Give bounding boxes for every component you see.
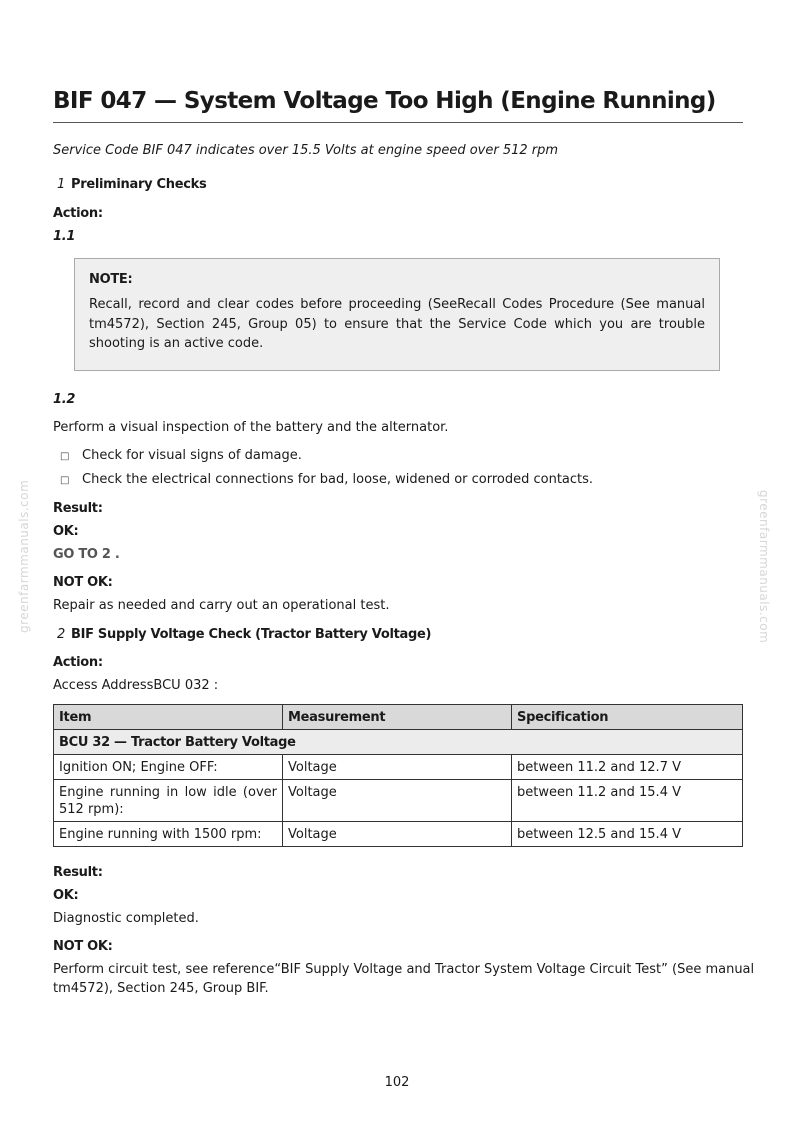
watermark-left: greenfarmmanuals.com xyxy=(17,479,31,633)
table-row xyxy=(54,755,743,780)
ok-label-2: OK: xyxy=(53,888,79,903)
goto-link[interactable]: GO TO 2 . xyxy=(53,547,120,562)
voltage-spec-table xyxy=(53,704,743,847)
table-header-specification: Specification xyxy=(512,705,743,730)
table-row xyxy=(54,780,743,822)
table-cell: Engine running in low idle (over 512 rpm): xyxy=(54,780,283,822)
table-cell: Engine running with 1500 rpm: xyxy=(54,822,283,847)
circuit-test-text-line1: Perform circuit test, see reference“BIF Supply Voltage and Tractor System Voltage Circuit Test” (See manual xyxy=(53,962,755,977)
table-cell: Voltage xyxy=(283,780,512,822)
action-label-2: Action: xyxy=(53,655,103,670)
table-header-measurement: Measurement xyxy=(283,705,512,730)
table-cell: between 11.2 and 15.4 V xyxy=(512,780,743,822)
note-text: Recall, record and clear codes before proceeding (SeeRecall Codes Procedure (See manual tm4572), Section 245, Group 05) to ensure that the Service Code which you are trouble shooting is an active code. xyxy=(89,297,705,351)
circuit-test-text-line2: tm4572), Section 245, Group BIF. xyxy=(53,981,269,996)
access-address-text: Access AddressBCU 032 : xyxy=(53,678,219,693)
check-item-text: Check the electrical connections for bad, loose, widened or corroded contacts. xyxy=(82,472,594,487)
table-row xyxy=(54,822,743,847)
table-header-item: Item xyxy=(54,705,283,730)
not-ok-label-1: NOT OK: xyxy=(53,575,113,590)
intro-text: Service Code BIF 047 indicates over 15.5 Volts at engine speed over 512 rpm xyxy=(53,143,559,158)
table-group-row xyxy=(54,730,743,755)
substep-1-2: 1.2 xyxy=(53,392,76,407)
result-label-1: Result: xyxy=(53,501,103,516)
diagnostic-completed-text: Diagnostic completed. xyxy=(53,911,199,926)
table-cell: between 12.5 and 15.4 V xyxy=(512,822,743,847)
note-box xyxy=(74,258,720,371)
check-item xyxy=(60,471,593,489)
repair-text: Repair as needed and carry out an operational test. xyxy=(53,598,390,613)
note-label: NOTE: xyxy=(89,272,133,287)
ok-label-1: OK: xyxy=(53,524,79,539)
page-number: 102 xyxy=(384,1075,410,1090)
step-2-number: 2 xyxy=(57,627,65,642)
table-cell: Ignition ON; Engine OFF: xyxy=(54,755,283,780)
table-group-label: BCU 32 — Tractor Battery Voltage xyxy=(54,730,743,755)
table-cell: Voltage xyxy=(283,822,512,847)
inspection-text: Perform a visual inspection of the battery and the alternator. xyxy=(53,420,449,435)
checkbox-icon: □ xyxy=(60,451,70,462)
page-title: BIF 047 — System Voltage Too High (Engine Running) xyxy=(53,86,743,123)
table-cell: between 11.2 and 12.7 V xyxy=(512,755,743,780)
step-1-number: 1 xyxy=(57,177,65,192)
not-ok-label-2: NOT OK: xyxy=(53,939,113,954)
watermark-right: greenfarmmanuals.com xyxy=(757,490,771,644)
check-item-text: Check for visual signs of damage. xyxy=(82,448,302,463)
checkbox-icon: □ xyxy=(60,475,70,486)
table-cell: Voltage xyxy=(283,755,512,780)
substep-1-1: 1.1 xyxy=(53,229,76,244)
action-label-1: Action: xyxy=(53,206,103,221)
check-item xyxy=(60,447,302,465)
step-1-title: Preliminary Checks xyxy=(70,177,207,192)
step-1-heading xyxy=(57,176,206,193)
result-label-2: Result: xyxy=(53,865,103,880)
step-2-heading xyxy=(57,626,431,643)
table-header-row xyxy=(54,705,743,730)
step-2-title: BIF Supply Voltage Check (Tractor Battery Voltage) xyxy=(70,627,432,642)
